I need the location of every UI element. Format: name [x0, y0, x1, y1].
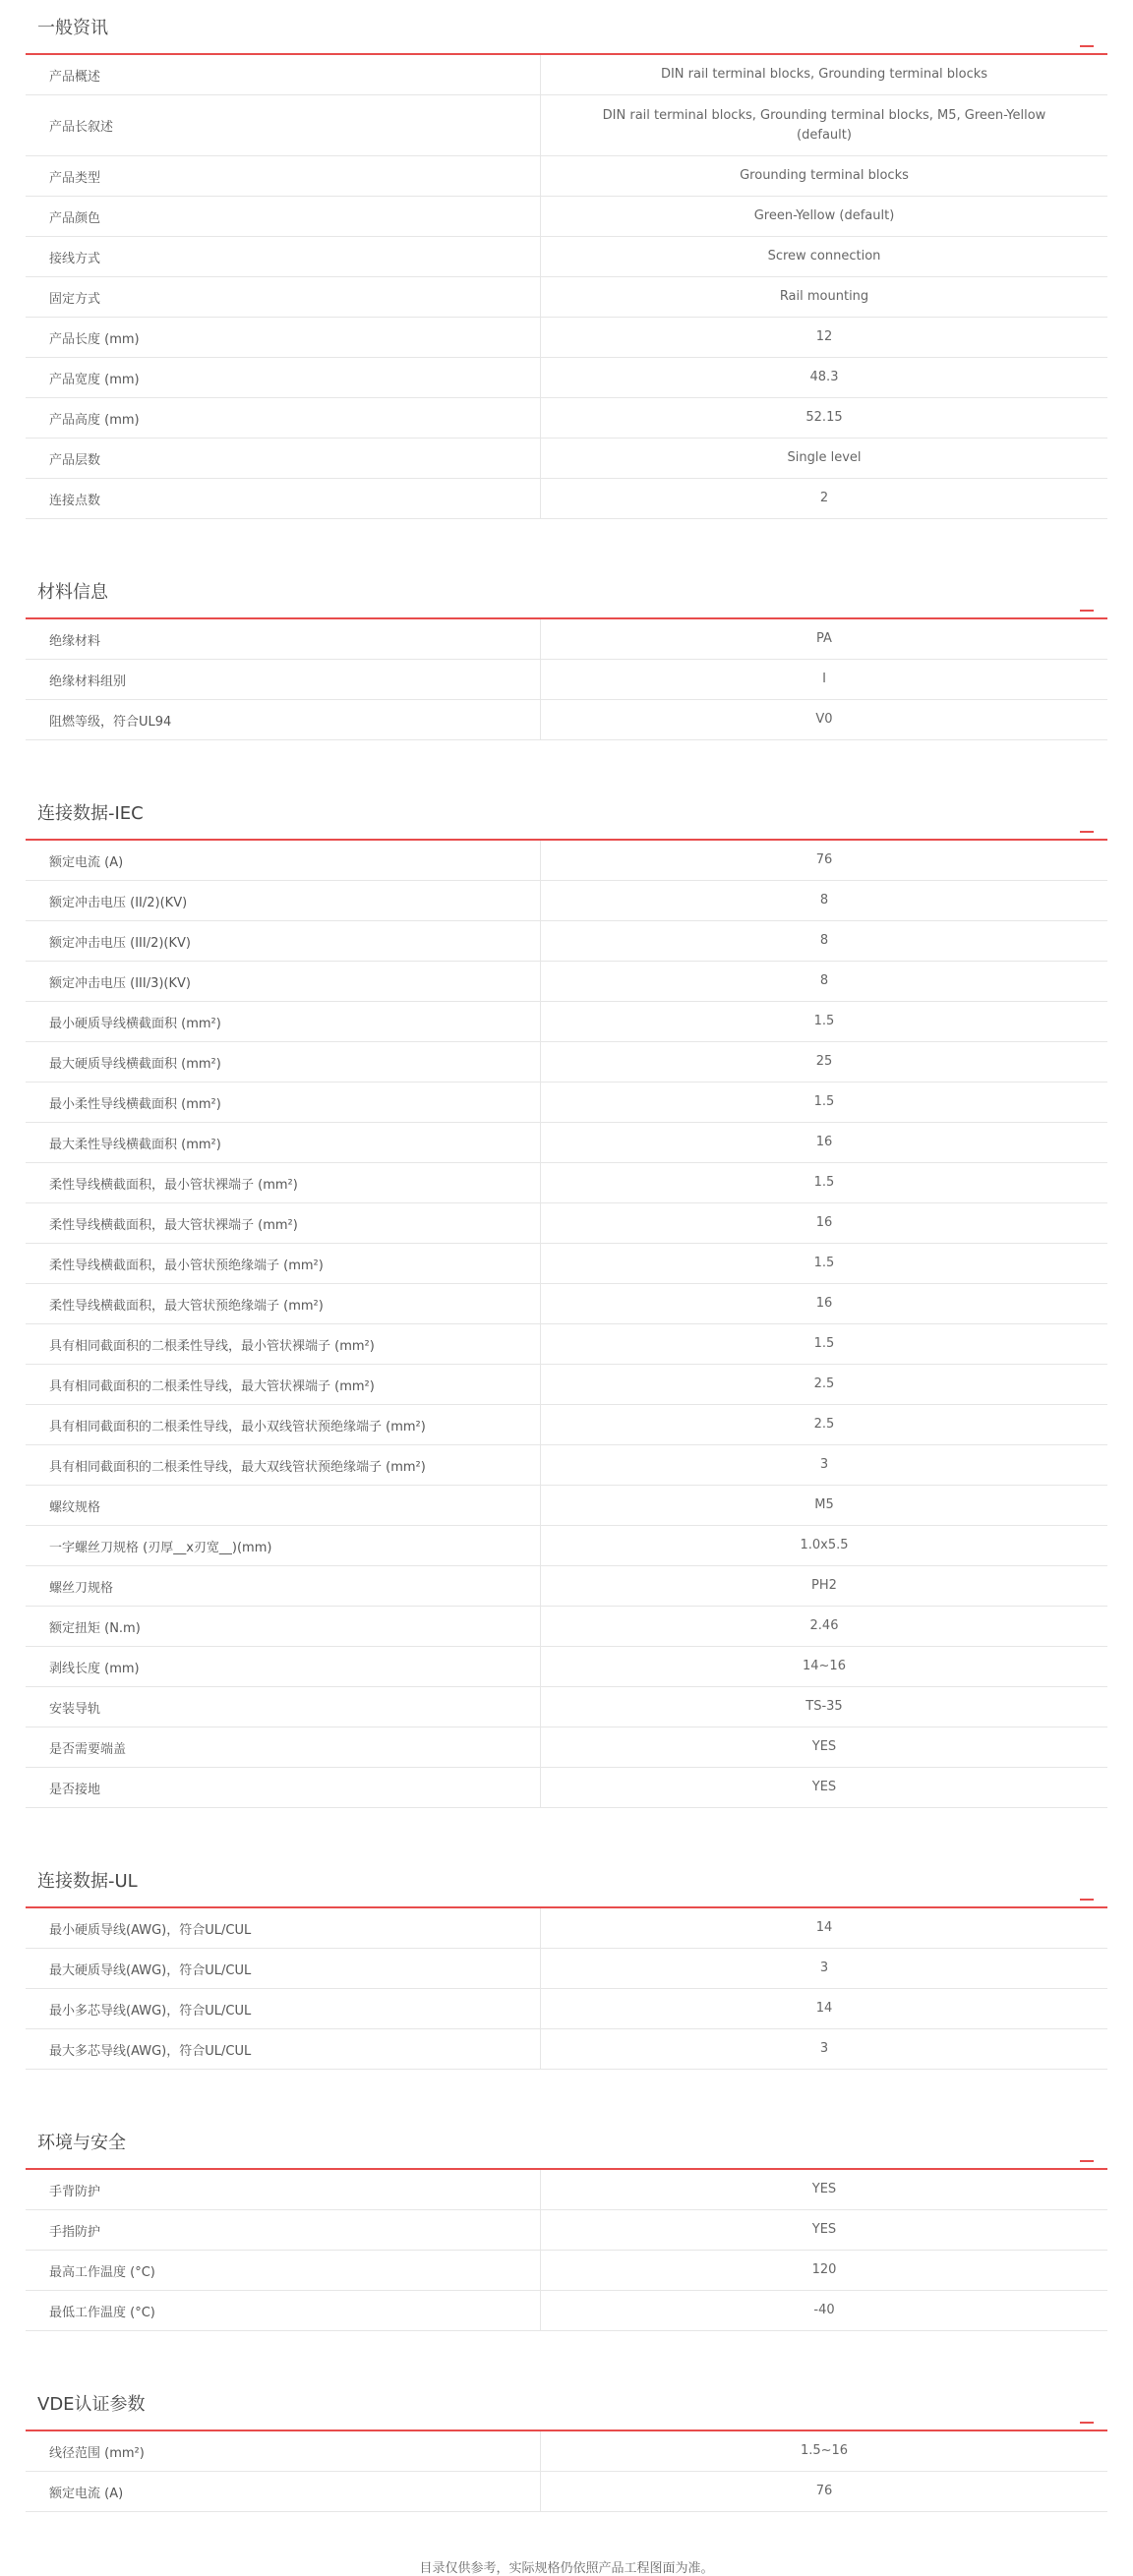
spec-label: 额定冲击电压 (II/2)(KV): [26, 881, 541, 920]
spec-value: 2: [819, 491, 829, 505]
collapse-icon[interactable]: [1080, 610, 1094, 612]
spec-label: 产品概述: [26, 55, 541, 94]
spec-row: [26, 1486, 1107, 1526]
spec-value: 16: [815, 1135, 833, 1149]
spec-label: 固定方式: [26, 277, 541, 317]
spec-row: [26, 55, 1107, 95]
spec-row: [26, 1908, 1107, 1949]
spec-value: 120: [811, 2262, 837, 2277]
spec-label: 阻燃等级，符合UL94: [26, 700, 541, 739]
spec-row: [26, 358, 1107, 398]
spec-label: 额定电流 (A): [26, 2472, 541, 2511]
collapse-icon[interactable]: [1080, 45, 1094, 47]
spec-label: 最大硬质导线(AWG)，符合UL/CUL: [26, 1949, 541, 1988]
spec-row: [26, 700, 1107, 740]
section-header[interactable]: [26, 564, 1107, 619]
spec-label: 是否接地: [26, 1768, 541, 1807]
spec-label: 最低工作温度 (°C): [26, 2291, 541, 2330]
spec-value: 1.5: [813, 1175, 835, 1190]
spec-row: [26, 921, 1107, 962]
spec-row: [26, 398, 1107, 439]
spec-row: [26, 962, 1107, 1002]
spec-row: [26, 2431, 1107, 2472]
spec-label: 最大硬质导线横截面积 (mm²): [26, 1042, 541, 1082]
spec-row: [26, 197, 1107, 237]
spec-value: Single level: [787, 450, 862, 465]
spec-label: 产品宽度 (mm): [26, 358, 541, 397]
spec-row: [26, 1727, 1107, 1768]
spec-label: 最小柔性导线横截面积 (mm²): [26, 1083, 541, 1122]
spec-label: 具有相同截面积的二根柔性导线，最大管状裸端子 (mm²): [26, 1365, 541, 1404]
spec-row: [26, 619, 1107, 660]
spec-value: 3: [819, 1961, 829, 1975]
spec-value: 1.5: [813, 1014, 835, 1028]
spec-label: 柔性导线横截面积，最小管状裸端子 (mm²): [26, 1163, 541, 1202]
spec-section: [26, 0, 1107, 519]
spec-section: [26, 1853, 1107, 2070]
spec-row: [26, 1445, 1107, 1486]
spec-value: 8: [819, 973, 829, 988]
spec-value: 2.46: [809, 1618, 839, 1633]
section-title: 连接数据-UL: [37, 1871, 138, 1892]
spec-label: 连接点数: [26, 479, 541, 518]
section-title: 材料信息: [37, 582, 108, 603]
spec-label: 额定冲击电压 (III/2)(KV): [26, 921, 541, 961]
spec-label: 产品长度 (mm): [26, 318, 541, 357]
spec-value: 14: [815, 2001, 833, 2016]
spec-row: [26, 1526, 1107, 1566]
section-title: 一般资讯: [37, 18, 108, 38]
spec-label: 柔性导线横截面积，最大管状裸端子 (mm²): [26, 1203, 541, 1243]
spec-label: 最大多芯导线(AWG)，符合UL/CUL: [26, 2029, 541, 2069]
spec-row: [26, 1042, 1107, 1083]
spec-value: 52.15: [805, 410, 843, 425]
spec-value: 14: [815, 1920, 833, 1935]
collapse-icon[interactable]: [1080, 2160, 1094, 2162]
spec-row: [26, 1002, 1107, 1042]
spec-label: 螺丝刀规格: [26, 1566, 541, 1606]
spec-value: 1.5: [813, 1336, 835, 1351]
section-header[interactable]: [26, 2115, 1107, 2170]
section-header[interactable]: [26, 1853, 1107, 1908]
spec-value: 76: [815, 852, 833, 867]
spec-value: Screw connection: [767, 249, 881, 263]
spec-row: [26, 2210, 1107, 2251]
spec-section: [26, 2376, 1107, 2512]
spec-value: Green-Yellow (default): [753, 208, 895, 223]
spec-value: DIN rail terminal blocks, Grounding terminal blocks, M5, Green-Yellow (default): [602, 107, 1046, 143]
spec-row: [26, 2029, 1107, 2070]
spec-row: [26, 2472, 1107, 2512]
spec-value: YES: [811, 1780, 837, 1794]
section-header[interactable]: [26, 786, 1107, 841]
spec-label: 螺纹规格: [26, 1486, 541, 1525]
spec-value: 76: [815, 2484, 833, 2498]
spec-label: 产品颜色: [26, 197, 541, 236]
spec-label: 产品长叙述: [26, 95, 541, 155]
spec-label: 产品层数: [26, 439, 541, 478]
spec-value: TS-35: [805, 1699, 843, 1714]
section-header[interactable]: [26, 0, 1107, 55]
spec-value: 1.5: [813, 1256, 835, 1270]
spec-row: [26, 1244, 1107, 1284]
spec-value: M5: [814, 1497, 834, 1512]
spec-label: 具有相同截面积的二根柔性导线，最小双线管状预绝缘端子 (mm²): [26, 1405, 541, 1444]
spec-value: I: [822, 672, 826, 686]
disclaimer-note: 目录仅供参考，实际规格仍依照产品工程图面为准。: [419, 2561, 714, 2576]
spec-row: [26, 2170, 1107, 2210]
spec-value: 1.5: [813, 1094, 835, 1109]
spec-value: YES: [811, 2222, 837, 2237]
spec-row: [26, 1203, 1107, 1244]
spec-row: [26, 1405, 1107, 1445]
spec-value: 16: [815, 1215, 833, 1230]
spec-row: [26, 1123, 1107, 1163]
spec-label: 额定冲击电压 (III/3)(KV): [26, 962, 541, 1001]
spec-value: Grounding terminal blocks: [740, 168, 909, 183]
spec-label: 最高工作温度 (°C): [26, 2251, 541, 2290]
spec-label: 手背防护: [26, 2170, 541, 2209]
spec-label: 最大柔性导线横截面积 (mm²): [26, 1123, 541, 1162]
spec-label: 接线方式: [26, 237, 541, 276]
spec-row: [26, 95, 1107, 156]
spec-value: -40: [813, 2303, 835, 2317]
spec-section: [26, 564, 1107, 740]
spec-value: 25: [815, 1054, 833, 1069]
spec-value: YES: [811, 2182, 837, 2196]
spec-label: 具有相同截面积的二根柔性导线，最大双线管状预绝缘端子 (mm²): [26, 1445, 541, 1485]
spec-value: 1.0x5.5: [800, 1538, 849, 1552]
spec-label: 安装导轨: [26, 1687, 541, 1727]
spec-label: 绝缘材料: [26, 619, 541, 659]
spec-value: Rail mounting: [779, 289, 869, 304]
spec-label: 一字螺丝刀规格 (刃厚__x刃宽__)(mm): [26, 1526, 541, 1565]
spec-row: [26, 881, 1107, 921]
spec-value: 12: [815, 329, 833, 344]
spec-row: [26, 660, 1107, 700]
spec-label: 绝缘材料组别: [26, 660, 541, 699]
spec-label: 产品高度 (mm): [26, 398, 541, 438]
spec-label: 额定扭矩 (N.m): [26, 1607, 541, 1646]
spec-label: 额定电流 (A): [26, 841, 541, 880]
spec-label: 线径范围 (mm²): [26, 2431, 541, 2471]
spec-row: [26, 277, 1107, 318]
spec-value: 3: [819, 1457, 829, 1472]
spec-row: [26, 1083, 1107, 1123]
spec-row: [26, 318, 1107, 358]
spec-row: [26, 1365, 1107, 1405]
section-title: VDE认证参数: [37, 2394, 146, 2415]
spec-row: [26, 1284, 1107, 1324]
spec-section: [26, 2115, 1107, 2331]
spec-value: PA: [816, 631, 832, 646]
spec-row: [26, 1647, 1107, 1687]
spec-value: 48.3: [809, 370, 839, 384]
section-title: 环境与安全: [37, 2133, 126, 2153]
spec-value: 1.5~16: [800, 2443, 849, 2458]
spec-row: [26, 1566, 1107, 1607]
spec-row: [26, 1949, 1107, 1989]
spec-value: 14~16: [803, 1659, 846, 1673]
spec-value: 2.5: [813, 1376, 835, 1391]
spec-row: [26, 1607, 1107, 1647]
spec-row: [26, 1768, 1107, 1808]
spec-row: [26, 2291, 1107, 2331]
spec-value: 16: [815, 1296, 833, 1311]
spec-label: 最小多芯导线(AWG)，符合UL/CUL: [26, 1989, 541, 2028]
spec-row: [26, 479, 1107, 519]
spec-value: V0: [815, 712, 833, 727]
spec-row: [26, 1163, 1107, 1203]
spec-row: [26, 1324, 1107, 1365]
spec-row: [26, 439, 1107, 479]
spec-label: 最小硬质导线(AWG)，符合UL/CUL: [26, 1908, 541, 1948]
spec-value: 2.5: [813, 1417, 835, 1432]
spec-value: 8: [819, 933, 829, 948]
spec-row: [26, 237, 1107, 277]
spec-row: [26, 156, 1107, 197]
collapse-icon[interactable]: [1080, 1899, 1094, 1901]
spec-value: 3: [819, 2041, 829, 2056]
section-header[interactable]: [26, 2376, 1107, 2431]
spec-value: DIN rail terminal blocks, Grounding terminal blocks: [660, 67, 988, 82]
spec-label: 柔性导线横截面积，最小管状预绝缘端子 (mm²): [26, 1244, 541, 1283]
spec-value: PH2: [811, 1578, 837, 1593]
spec-label: 是否需要端盖: [26, 1727, 541, 1767]
spec-label: 柔性导线横截面积，最大管状预绝缘端子 (mm²): [26, 1284, 541, 1323]
spec-value: 8: [819, 893, 829, 907]
spec-section: [26, 786, 1107, 1808]
spec-row: [26, 841, 1107, 881]
collapse-icon[interactable]: [1080, 2422, 1094, 2424]
spec-value: YES: [811, 1739, 837, 1754]
spec-label: 具有相同截面积的二根柔性导线，最小管状裸端子 (mm²): [26, 1324, 541, 1364]
spec-row: [26, 1687, 1107, 1727]
spec-row: [26, 2251, 1107, 2291]
collapse-icon[interactable]: [1080, 831, 1094, 833]
spec-row: [26, 1989, 1107, 2029]
section-title: 连接数据-IEC: [37, 803, 144, 824]
spec-label: 最小硬质导线横截面积 (mm²): [26, 1002, 541, 1041]
spec-label: 产品类型: [26, 156, 541, 196]
spec-label: 剥线长度 (mm): [26, 1647, 541, 1686]
spec-label: 手指防护: [26, 2210, 541, 2250]
